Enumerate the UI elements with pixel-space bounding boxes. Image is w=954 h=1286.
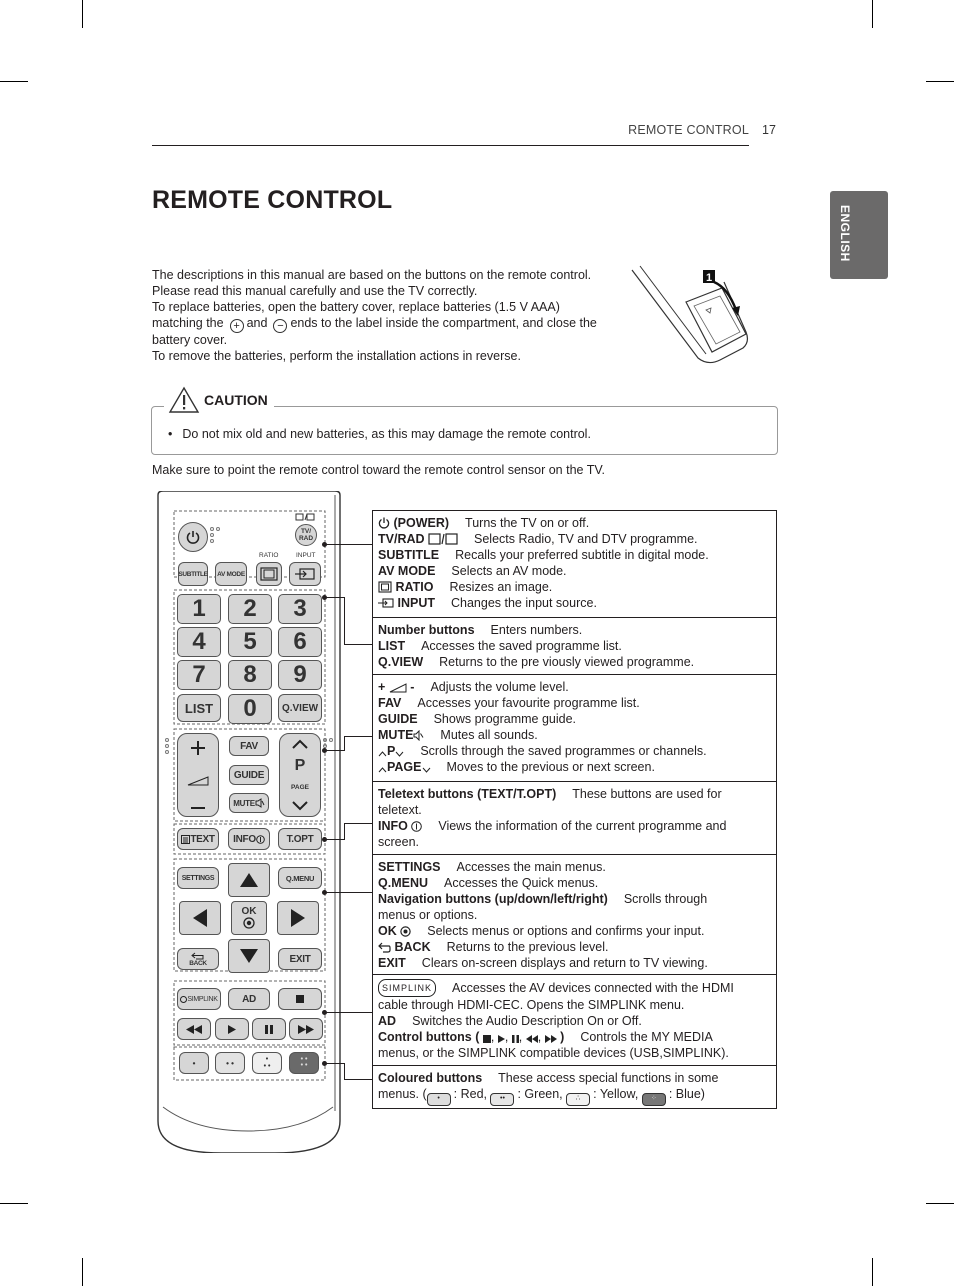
description-line bbox=[378, 955, 771, 971]
green-button[interactable] bbox=[215, 1052, 245, 1074]
definition: : Blue) bbox=[668, 1087, 705, 1101]
caution-label: CAUTION bbox=[204, 392, 268, 408]
table-row bbox=[373, 781, 776, 854]
volume-down-icon bbox=[190, 806, 206, 810]
guide-button[interactable]: GUIDE bbox=[229, 765, 269, 785]
definition: Accesses the Quick menus. bbox=[444, 876, 599, 890]
definition: Views the information of the current programme and bbox=[438, 819, 727, 833]
description-line bbox=[378, 727, 771, 743]
description-line bbox=[378, 923, 771, 939]
intro-fragment: ends to the label inside the compartment, and close the bbox=[290, 315, 597, 330]
input-label: INPUT bbox=[296, 552, 316, 559]
term: RATIO bbox=[395, 580, 434, 594]
ratio-label: RATIO bbox=[259, 552, 279, 559]
chevron-up-icon bbox=[378, 751, 387, 757]
number-button-1[interactable]: 1 bbox=[177, 594, 221, 624]
description-line bbox=[378, 711, 771, 727]
description-line bbox=[378, 695, 771, 711]
text-button[interactable] bbox=[177, 828, 219, 850]
tv-radio-icon bbox=[428, 533, 458, 545]
term: LIST bbox=[378, 639, 406, 653]
definition: Accesses the AV devices connected with the HDMI bbox=[452, 981, 734, 995]
yellow-dots-icon: • • • bbox=[263, 1056, 271, 1070]
teletext-icon bbox=[181, 835, 190, 844]
term: BACK bbox=[394, 940, 431, 954]
description-line: Control buttons ( , , , , ) Controls the MY MEDIA bbox=[378, 1030, 713, 1044]
term: P bbox=[387, 744, 396, 758]
definition: Mutes all sounds. bbox=[440, 728, 538, 742]
exit-button[interactable]: EXIT bbox=[278, 948, 322, 970]
info-label: INFO bbox=[233, 833, 256, 845]
term: Control buttons ( bbox=[378, 1030, 480, 1044]
description-line bbox=[378, 563, 771, 579]
ok-icon bbox=[243, 917, 255, 929]
mute-label: MUTE bbox=[233, 798, 255, 808]
red-button-icon: • bbox=[427, 1093, 451, 1106]
number-button-2[interactable]: 2 bbox=[228, 594, 272, 624]
table-row bbox=[373, 674, 776, 781]
power-icon bbox=[378, 517, 390, 529]
input-icon bbox=[294, 567, 316, 581]
chevron-down-icon bbox=[395, 751, 404, 757]
arrow-right-icon bbox=[290, 908, 306, 928]
play-icon bbox=[228, 1025, 236, 1034]
running-header bbox=[152, 123, 749, 146]
number-button-9[interactable]: 9 bbox=[278, 660, 322, 690]
definition: teletext. bbox=[378, 803, 422, 817]
definition: menus. ( bbox=[378, 1087, 427, 1101]
crop-mark bbox=[872, 1258, 873, 1286]
intro-line: Please read this manual carefully and use the TV correctly. bbox=[152, 283, 478, 298]
term: AD bbox=[378, 1014, 397, 1028]
definition: : Green, bbox=[517, 1087, 563, 1101]
caution-heading bbox=[164, 384, 274, 416]
crop-mark bbox=[926, 81, 954, 82]
yellow-button[interactable] bbox=[252, 1052, 282, 1074]
leader-line bbox=[325, 892, 372, 893]
leader-line bbox=[344, 823, 372, 824]
description-line bbox=[378, 786, 771, 802]
definition: These access special functions in some bbox=[498, 1071, 719, 1085]
pause-icon bbox=[265, 1025, 273, 1034]
crop-mark bbox=[0, 1203, 28, 1204]
number-button-5[interactable]: 5 bbox=[228, 627, 272, 657]
intro-line: battery cover. bbox=[152, 332, 228, 347]
table-row bbox=[373, 511, 776, 617]
intro-line: The descriptions in this manual are based on the buttons on the remote control. bbox=[152, 268, 592, 282]
leader-line bbox=[325, 597, 345, 598]
leader-line bbox=[325, 750, 345, 751]
description-line bbox=[378, 818, 771, 834]
definition: Accesses the main menus. bbox=[456, 860, 606, 874]
sensor-note: Make sure to point the remote control toward the remote control sensor on the TV. bbox=[152, 463, 606, 477]
qview-button[interactable]: Q.VIEW bbox=[278, 694, 322, 722]
definition: Adjusts the volume level. bbox=[430, 680, 569, 694]
description-line bbox=[378, 622, 771, 638]
nav-left-button[interactable] bbox=[179, 901, 221, 935]
leader-dot bbox=[322, 542, 327, 547]
definition: Returns to the previous level. bbox=[446, 940, 609, 954]
description-line bbox=[378, 1086, 771, 1106]
av-mode-button[interactable]: AV MODE bbox=[215, 562, 247, 586]
definition: Selects an AV mode. bbox=[451, 564, 567, 578]
intro-fragment: matching the bbox=[152, 315, 224, 330]
back-icon bbox=[378, 942, 391, 953]
page-label: PAGE bbox=[291, 783, 309, 791]
term: INFO bbox=[378, 819, 408, 833]
intro-line bbox=[152, 316, 632, 333]
chevron-down-icon bbox=[422, 767, 431, 773]
mute-button[interactable] bbox=[229, 793, 269, 813]
tv-rad-button[interactable]: TV/ RAD bbox=[295, 524, 317, 546]
battery-cover-illustration bbox=[628, 262, 753, 367]
p-label: P bbox=[294, 757, 306, 775]
term: GUIDE bbox=[378, 712, 418, 726]
definition: screen. bbox=[378, 835, 419, 849]
definition: : Red, bbox=[453, 1087, 487, 1101]
crop-mark bbox=[872, 0, 873, 28]
language-tab bbox=[830, 191, 888, 279]
leader-line bbox=[344, 736, 372, 737]
definition: Returns to the pre viously viewed programme. bbox=[439, 655, 695, 669]
volume-icon bbox=[389, 683, 407, 693]
definition: Selects Radio, TV and DTV programme. bbox=[474, 532, 698, 546]
leader-line bbox=[344, 1079, 372, 1080]
mute-icon bbox=[255, 798, 265, 808]
simplink-label: SIMPLINK bbox=[187, 995, 218, 1003]
ok-label: OK bbox=[241, 906, 257, 917]
term: FAV bbox=[378, 696, 402, 710]
description-line bbox=[378, 547, 771, 563]
definition: These buttons are used for bbox=[572, 787, 722, 801]
description-line bbox=[378, 891, 771, 907]
green-button-icon: •• bbox=[490, 1093, 514, 1106]
description-line bbox=[378, 654, 771, 670]
term: SUBTITLE bbox=[378, 548, 440, 562]
play-icon bbox=[498, 1035, 505, 1043]
description-line bbox=[378, 859, 771, 875]
description-line bbox=[378, 595, 771, 611]
definition: Accesses your favourite programme list. bbox=[417, 696, 640, 710]
definition: Scrolls through bbox=[623, 892, 708, 906]
blue-dots-icon: • • • • bbox=[300, 1056, 308, 1069]
button-description-table bbox=[372, 510, 777, 1109]
fav-button[interactable]: FAV bbox=[229, 736, 269, 756]
table-row bbox=[373, 854, 776, 974]
mute-icon bbox=[413, 730, 424, 741]
description-line bbox=[378, 679, 771, 695]
fast-forward-button[interactable] bbox=[289, 1018, 323, 1040]
leader-line bbox=[325, 839, 345, 840]
leader-line bbox=[325, 1063, 345, 1064]
term: PAGE bbox=[387, 760, 422, 774]
info-icon bbox=[411, 821, 422, 832]
leader-line bbox=[344, 736, 345, 750]
chevron-up-icon bbox=[378, 767, 387, 773]
volume-up-icon bbox=[190, 740, 206, 756]
ok-icon bbox=[400, 926, 411, 937]
intro-line: To replace batteries, open the battery cover, replace batteries (1.5 V AAA) bbox=[152, 299, 560, 314]
term: Number buttons bbox=[378, 623, 475, 637]
term: SETTINGS bbox=[378, 860, 441, 874]
description-line bbox=[378, 939, 771, 955]
table-row bbox=[373, 1065, 776, 1108]
input-icon bbox=[378, 597, 394, 609]
stop-icon bbox=[483, 1035, 491, 1043]
blue-button[interactable] bbox=[289, 1052, 319, 1074]
definition: Moves to the previous or next screen. bbox=[446, 760, 655, 774]
volume-rocker[interactable] bbox=[177, 733, 219, 817]
volume-icon bbox=[187, 776, 209, 786]
simplink-button[interactable] bbox=[177, 988, 221, 1010]
language-tab-label: ENGLISH bbox=[838, 205, 852, 262]
definition: menus, or the SIMPLINK compatible devices (USB,SIMPLINK). bbox=[378, 1046, 729, 1060]
term: MUTE bbox=[378, 728, 414, 742]
list-button[interactable]: LIST bbox=[177, 694, 221, 722]
leader-line bbox=[344, 1063, 345, 1079]
page-number: 17 bbox=[762, 123, 776, 137]
settings-button[interactable]: SETTINGS bbox=[177, 867, 219, 889]
definition: Scrolls through the saved programmes or channels. bbox=[420, 744, 707, 758]
leader-dot bbox=[322, 748, 327, 753]
ratio-icon bbox=[260, 567, 278, 581]
back-label: BACK bbox=[189, 959, 207, 967]
term: AV MODE bbox=[378, 564, 436, 578]
red-dot-icon: • bbox=[192, 1058, 196, 1068]
leader-dot bbox=[322, 595, 327, 600]
subtitle-button[interactable]: SUBTITLE bbox=[178, 562, 208, 586]
remote-control-illustration bbox=[155, 491, 341, 1153]
number-button-7[interactable]: 7 bbox=[177, 660, 221, 690]
pause-icon bbox=[512, 1035, 519, 1043]
intro-fragment: and bbox=[246, 315, 268, 330]
page-title: REMOTE CONTROL bbox=[152, 186, 393, 214]
term: INPUT bbox=[397, 596, 435, 610]
chevron-up-icon bbox=[292, 739, 308, 749]
header-section: REMOTE CONTROL bbox=[628, 123, 749, 137]
description-line bbox=[378, 1013, 771, 1029]
term: Teletext buttons (TEXT/T.OPT) bbox=[378, 787, 557, 801]
arrow-left-icon bbox=[192, 908, 208, 928]
leader-dot bbox=[322, 837, 327, 842]
green-dots-icon: • • bbox=[226, 1058, 234, 1068]
intro-line: To remove the batteries, perform the installation actions in reverse. bbox=[152, 348, 521, 363]
leader-dot bbox=[322, 890, 327, 895]
leader-dot bbox=[322, 1061, 327, 1066]
definition: Turns the TV on or off. bbox=[465, 516, 590, 530]
definition: Clears on-screen displays and return to TV viewing. bbox=[421, 956, 708, 970]
definition: cable through HDMI-CEC. Opens the SIMPLINK menu. bbox=[378, 998, 685, 1012]
stop-icon bbox=[296, 995, 304, 1003]
description-line bbox=[378, 515, 771, 531]
arrow-down-icon bbox=[239, 948, 259, 964]
plus-icon: + bbox=[230, 319, 244, 333]
description-line bbox=[378, 638, 771, 654]
number-button-4[interactable]: 4 bbox=[177, 627, 221, 657]
number-button-0[interactable]: 0 bbox=[228, 694, 272, 724]
definition: Controls the MY MEDIA bbox=[580, 1030, 713, 1044]
ok-button[interactable] bbox=[231, 901, 267, 935]
leader-line bbox=[344, 644, 372, 645]
definition: Switches the Audio Description On or Off. bbox=[412, 1014, 642, 1028]
nav-up-button[interactable] bbox=[228, 863, 270, 897]
term: + bbox=[378, 680, 386, 694]
minus-icon: − bbox=[273, 319, 287, 333]
definition: Enters numbers. bbox=[490, 623, 583, 637]
simplink-logo-text: SIMPLINK bbox=[382, 983, 433, 993]
simplink-logo bbox=[378, 979, 436, 997]
definition: Selects menus or options and confirms your input. bbox=[427, 924, 705, 938]
ratio-button[interactable] bbox=[256, 562, 282, 586]
leader-dot bbox=[322, 1010, 327, 1015]
red-button[interactable] bbox=[179, 1052, 209, 1074]
ad-button[interactable]: AD bbox=[228, 988, 270, 1010]
term: Q.VIEW bbox=[378, 655, 424, 669]
power-button[interactable] bbox=[178, 522, 208, 552]
crop-mark bbox=[82, 0, 83, 28]
definition: Changes the input source. bbox=[450, 596, 597, 610]
simplink-icon bbox=[180, 996, 187, 1003]
description-line bbox=[378, 1070, 771, 1086]
info-button[interactable] bbox=[228, 828, 270, 850]
definition: menus or options. bbox=[378, 908, 478, 922]
leader-line bbox=[325, 544, 372, 545]
rewind-icon bbox=[186, 1025, 202, 1034]
text-label: TEXT bbox=[190, 833, 215, 845]
play-button[interactable] bbox=[215, 1018, 249, 1040]
term: ) bbox=[560, 1030, 565, 1044]
ratio-icon bbox=[378, 581, 392, 593]
intro-text bbox=[152, 268, 632, 365]
leader-line bbox=[344, 823, 345, 839]
back-button[interactable] bbox=[177, 948, 219, 970]
crop-mark bbox=[82, 1258, 83, 1286]
caution-item: • Do not mix old and new batteries, as this may damage the remote control. bbox=[168, 427, 591, 441]
term: Navigation buttons (up/down/left/right) bbox=[378, 892, 608, 906]
definition: Recalls your preferred subtitle in digital mode. bbox=[455, 548, 709, 562]
number-button-8[interactable]: 8 bbox=[228, 660, 272, 690]
description-line bbox=[378, 979, 771, 997]
program-rocker[interactable] bbox=[279, 733, 321, 817]
description-line bbox=[378, 875, 771, 891]
number-button-3[interactable]: 3 bbox=[278, 594, 322, 624]
step-number: 1 bbox=[705, 272, 713, 284]
nav-down-button[interactable] bbox=[228, 939, 270, 973]
input-button[interactable] bbox=[289, 562, 321, 586]
crop-mark bbox=[0, 81, 28, 82]
nav-right-button[interactable] bbox=[277, 901, 319, 935]
yellow-button-icon: ∴ bbox=[566, 1093, 590, 1106]
fast-forward-icon bbox=[298, 1025, 314, 1034]
arrow-up-icon bbox=[239, 872, 259, 888]
table-row bbox=[373, 617, 776, 674]
description-line bbox=[378, 759, 771, 775]
table-row bbox=[373, 974, 776, 1065]
term: - bbox=[410, 680, 415, 694]
power-icon bbox=[186, 530, 200, 544]
fast-forward-icon bbox=[545, 1035, 557, 1043]
leader-line bbox=[325, 1012, 372, 1013]
crop-mark bbox=[926, 1203, 954, 1204]
term: (POWER) bbox=[393, 516, 450, 530]
chevron-down-icon bbox=[292, 801, 308, 811]
caution-text: Do not mix old and new batteries, as this may damage the remote control. bbox=[182, 427, 591, 441]
back-icon bbox=[191, 952, 205, 960]
rewind-button[interactable] bbox=[177, 1018, 211, 1040]
term: Q.MENU bbox=[378, 876, 428, 890]
pause-button[interactable] bbox=[252, 1018, 286, 1040]
definition: Accesses the saved programme list. bbox=[421, 639, 622, 653]
rewind-icon bbox=[526, 1035, 538, 1043]
description-line bbox=[378, 743, 771, 759]
stop-button[interactable] bbox=[278, 988, 322, 1010]
description-line bbox=[378, 579, 771, 595]
blue-button-icon: ⁘ bbox=[642, 1093, 666, 1106]
term: EXIT bbox=[378, 956, 406, 970]
number-button-6[interactable]: 6 bbox=[278, 627, 322, 657]
term: TV/RAD bbox=[378, 532, 425, 546]
warning-icon bbox=[168, 386, 200, 414]
tv-radio-icon bbox=[295, 513, 315, 521]
description-line bbox=[378, 531, 771, 547]
definition: : Yellow, bbox=[593, 1087, 639, 1101]
leader-line bbox=[344, 597, 345, 644]
info-icon bbox=[256, 835, 265, 844]
definition: Resizes an image. bbox=[449, 580, 553, 594]
qmenu-button[interactable]: Q.MENU bbox=[278, 867, 322, 889]
topt-button[interactable]: T.OPT bbox=[278, 828, 322, 850]
term: OK bbox=[378, 924, 397, 938]
definition: Shows programme guide. bbox=[433, 712, 577, 726]
term: Coloured buttons bbox=[378, 1071, 483, 1085]
